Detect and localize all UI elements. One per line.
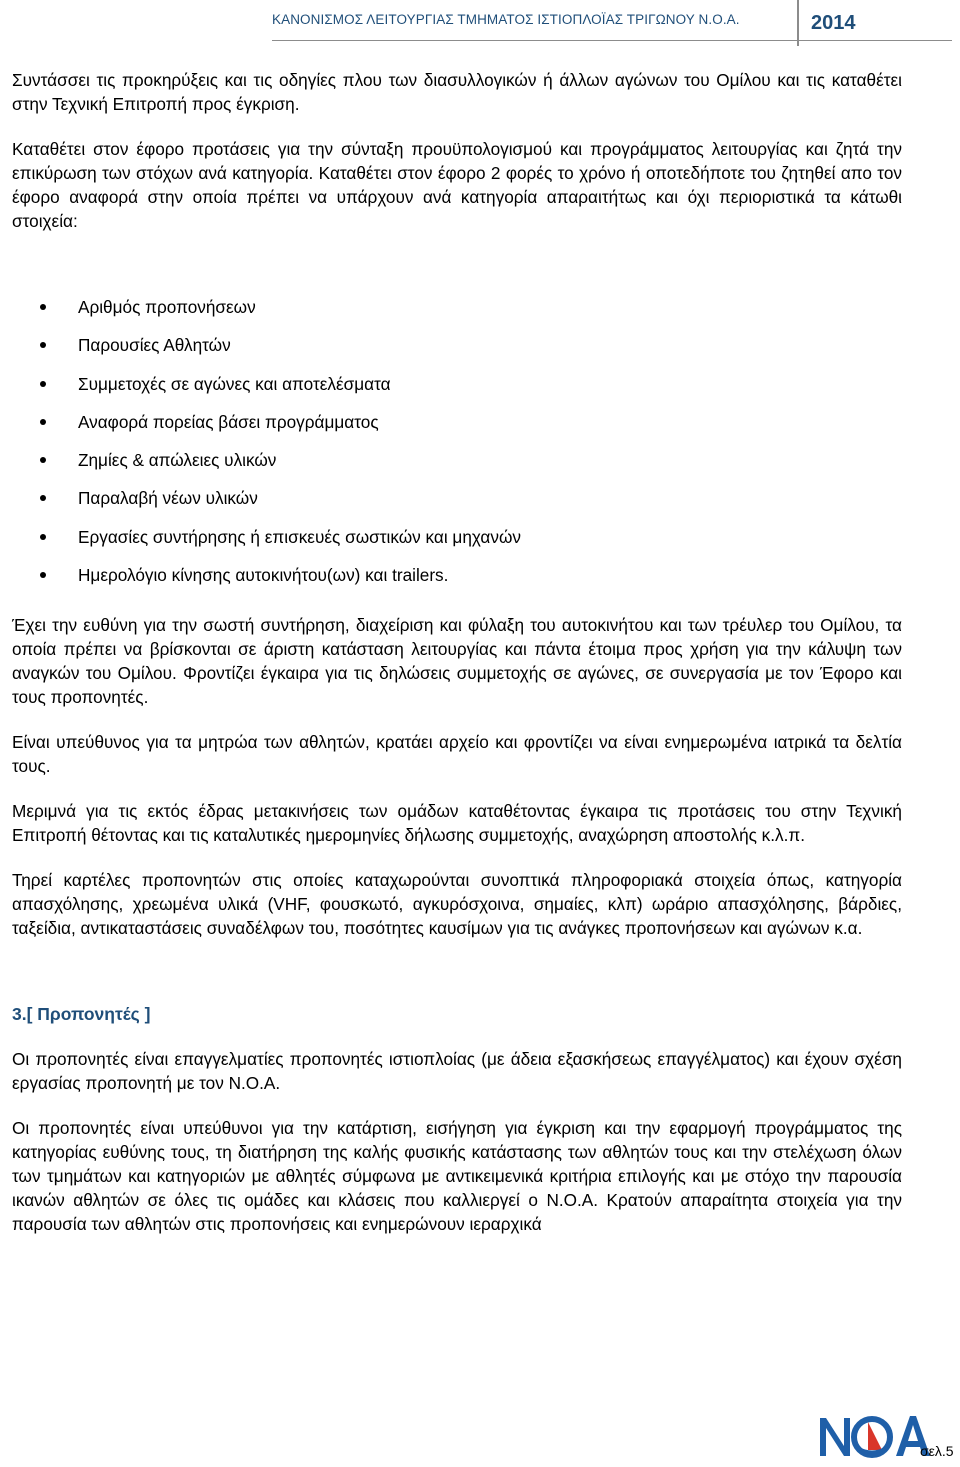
paragraph: Μεριμνά για τις εκτός έδρας μετακινήσεις των ομάδων καταθέτοντας έγκαιρα τις προτάσεις του στην Τεχνική Επιτροπή θέτοντας και τις καταλυτικές ημερομηνίες δήλωσης συμμετοχής, αναχώρηση αποστολής κ.λ.π. — [12, 801, 902, 846]
page-number: σελ.5 — [920, 1443, 954, 1459]
paragraph: Καταθέτει στον έφορο προτάσεις για την σύνταξη προυϋπολογισμού και προγράμματος λειτουργίας και ζητά την επικύρωση των στόχων ανά κατηγορία. Καταθέτει στον έφορο 2 φορές το χρόνο ή οποτεδήποτε του ζητηθεί απο τον έφορο αναφορά στην οποία πρέπει να υπάρχουν ανά κατηγορία απαραιτήτως και όχι περιοριστικά τα κάτωθι στοιχεία: — [12, 139, 902, 231]
list-item: Εργασίες συντήρησης ή επισκευές σωστικών και μηχανών — [12, 525, 902, 563]
page-header — [0, 0, 960, 48]
noa-logo — [818, 1410, 930, 1460]
paragraph: Οι προπονητές είναι υπεύθυνοι για την κατάρτιση, εισήγηση για έγκριση και την εφαρμογή προγράμματος της κατηγορίας ευθύνης τους, τη διατήρηση της καλής φυσικής κατάστασης των αθλητών τους και την στελέχωση όλων των τμημάτων και κατηγοριών με αθλητές σύμφωνα με αντικειμενικά κριτήρια επιλογής και με στόχο την παρουσία ικανών αθλητών σε όλες τις ομάδες και κλάσεις που καλλιεργεί ο Ν.Ο.Α. Κρατούν απαραίτητα στοιχεία για την παρουσία των αθλητών στις προπονήσεις και ενημερώνουν ιεραρχικά — [12, 1118, 902, 1235]
list-item: Παρουσίες Αθλητών — [12, 333, 902, 371]
list-item: Αναφορά πορείας βάσει προγράμματος — [12, 410, 902, 448]
paragraph: Είναι υπεύθυνος για τα μητρώα των αθλητών, κρατάει αρχείο και φροντίζει να είναι ενημερωμένα ιατρικά τα δελτία τους. — [12, 732, 902, 777]
paragraph: Οι προπονητές είναι επαγγελματίες προπονητές ιστιοπλοίας (με άδεια εξασκήσεως επαγγέλματος) και έχουν σχέση εργασίας προπονητή με τον Ν.Ο.Α. — [12, 1049, 902, 1094]
document-year: 2014 — [797, 0, 857, 46]
page-content — [12, 68, 902, 1257]
document-title: ΚΑΝΟΝΙΣΜΟΣ ΛΕΙΤΟΥΡΓΙΑΣ ΤΜΗΜΑΤΟΣ ΙΣΤΙΟΠΛΟΪΑΣ ΤΡΙΓΩΝΟΥ Ν.Ο.Α. — [272, 12, 740, 27]
list-item: Παραλαβή νέων υλικών — [12, 486, 902, 524]
list-item: Ζημίες & απώλειες υλικών — [12, 448, 902, 486]
list-item: Αριθμός προπονήσεων — [12, 295, 902, 333]
logo-sail — [868, 1422, 882, 1450]
list-item: Συμμετοχές σε αγώνες και αποτελέσματα — [12, 372, 902, 410]
report-items-list — [12, 295, 902, 601]
paragraph: Τηρεί καρτέλες προπονητών στις οποίες καταχωρούνται συνοπτικά πληροφοριακά στοιχεία όπως, κατηγορία απασχόλησης, χρεωμένα υλικά (VHF, φουσκωτό, αγκυρόσχοινα, σημαίες, κλπ) ωράριο απασχόλησης, βάρδιες, ταξείδια, αντικαταστάσεις συναδέλφων του, ποσότητες καυσίμων για τις ανάγκες προπονήσεων και αγώνων κ.α. — [12, 870, 902, 939]
list-item: Ημερολόγιο κίνησης αυτοκινήτου(ων) και trailers. — [12, 563, 902, 601]
section-heading: 3.[ Προπονητές ] — [12, 1004, 151, 1025]
paragraph: Έχει την ευθύνη για την σωστή συντήρηση, διαχείριση και φύλαξη του αυτοκινήτου και των τρέυλερ του Ομίλου, τα οποία πρέπει να βρίσκονται σε άριστη κατάσταση λειτουργίας και πάντα έτοιμα προς χρήση για την κάλυψη των αναγκών του Ομίλου. Φροντίζει έγκαιρα για τις δηλώσεις συμμετοχής σε αγώνες, σε συνεργασία με τον Έφορο και τους προπονητές. — [12, 615, 902, 708]
paragraph: Συντάσσει τις προκηρύξεις και τις οδηγίες πλου των διασυλλογικών ή άλλων αγώνων του Ομίλου και τις καταθέτει στην Τεχνική Επιτροπή προς έγκριση. — [12, 70, 902, 114]
logo-letter-n — [820, 1418, 850, 1456]
